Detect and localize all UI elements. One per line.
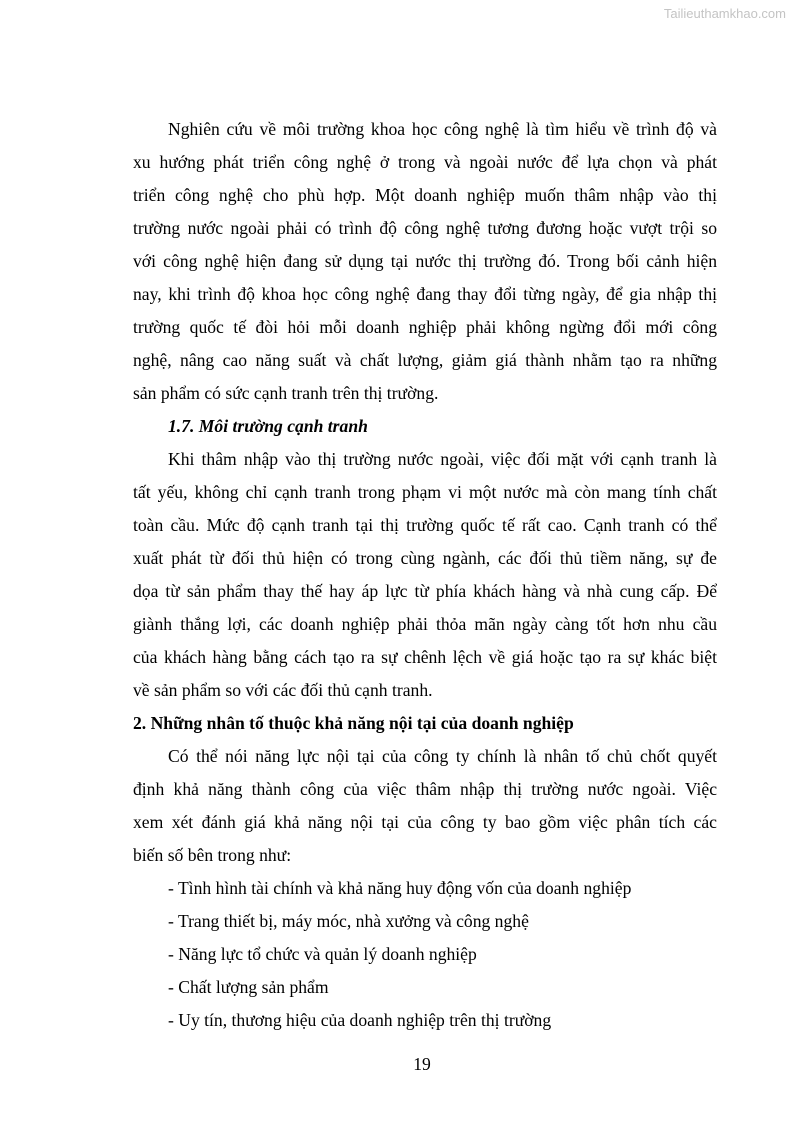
text-line: của khách hàng bằng cách tạo ra sự chênh lệch về giá hoặc tạo ra sự khác biệt	[133, 647, 717, 667]
text-line: xem xét đánh giá khả năng nội tại của công ty bao gồm việc phân tích các	[133, 812, 717, 832]
bullet-list	[133, 872, 717, 1037]
text-line: biến số bên trong như:	[133, 845, 292, 865]
text-line: xu hướng phát triển công nghệ ở trong và ngoài nước để lựa chọn và phát	[133, 152, 717, 172]
text-line: định khả năng thành công của việc thâm nhập thị trường nước ngoài. Việc	[133, 779, 717, 799]
section-heading-2: 2. Những nhân tố thuộc khả năng nội tại của doanh nghiệp	[133, 713, 574, 733]
page-number: 19	[413, 1054, 431, 1074]
text-line: về sản phẩm so với các đối thủ cạnh tranh.	[133, 680, 433, 700]
text-line: dọa từ sản phẩm thay thế hay áp lực từ phía khách hàng và nhà cung cấp. Để	[133, 581, 717, 601]
text-line: tất yếu, không chỉ cạnh tranh trong phạm vi một nước mà còn mang tính chất	[133, 482, 717, 502]
watermark: Tailieuthamkhao.com	[663, 6, 786, 21]
paragraph-internal-capability	[133, 740, 717, 872]
text-line: Nghiên cứu về môi trường khoa học công nghệ là tìm hiểu về trình độ và	[168, 119, 717, 139]
list-item: - Uy tín, thương hiệu của doanh nghiệp trên thị trường	[168, 1010, 552, 1030]
page-body	[133, 113, 717, 1037]
text-line: sản phẩm có sức cạnh tranh trên thị trường.	[133, 383, 439, 403]
paragraph-competition	[133, 443, 717, 707]
paragraph-technology-environment	[133, 113, 717, 410]
text-line: nay, khi trình độ khoa học công nghệ đang thay đổi từng ngày, để gia nhập thị	[133, 284, 717, 304]
section-heading-1-7: 1.7. Môi trường cạnh tranh	[168, 416, 368, 436]
text-line: Khi thâm nhập vào thị trường nước ngoài, việc đối mặt với cạnh tranh là	[168, 449, 717, 469]
text-line: với công nghệ hiện đang sử dụng tại nước thị trường đó. Trong bối cảnh hiện	[133, 251, 717, 271]
text-line: Có thể nói năng lực nội tại của công ty chính là nhân tố chủ chốt quyết	[168, 746, 717, 766]
text-line: giành thắng lợi, các doanh nghiệp phải thỏa mãn ngày càng tốt hơn nhu cầu	[133, 614, 717, 634]
text-line: xuất phát từ đối thủ hiện có trong cùng ngành, các đối thủ tiềm năng, sự đe	[133, 548, 717, 568]
text-line: nghệ, nâng cao năng suất và chất lượng, giảm giá thành nhằm tạo ra những	[133, 350, 717, 370]
list-item: - Tình hình tài chính và khả năng huy động vốn của doanh nghiệp	[168, 878, 632, 898]
list-item: - Trang thiết bị, máy móc, nhà xưởng và công nghệ	[168, 911, 529, 931]
list-item: - Năng lực tổ chức và quản lý doanh nghiệp	[168, 944, 477, 964]
text-line: toàn cầu. Mức độ cạnh tranh tại thị trường quốc tế rất cao. Cạnh tranh có thể	[133, 515, 717, 535]
text-line: trường quốc tế đòi hỏi mỗi doanh nghiệp phải không ngừng đổi mới công	[133, 317, 717, 337]
text-line: triển công nghệ cho phù hợp. Một doanh nghiệp muốn thâm nhập vào thị	[133, 185, 717, 205]
list-item: - Chất lượng sản phẩm	[168, 977, 329, 997]
text-line: trường nước ngoài phải có trình độ công nghệ tương đương hoặc vượt trội so	[133, 218, 717, 238]
